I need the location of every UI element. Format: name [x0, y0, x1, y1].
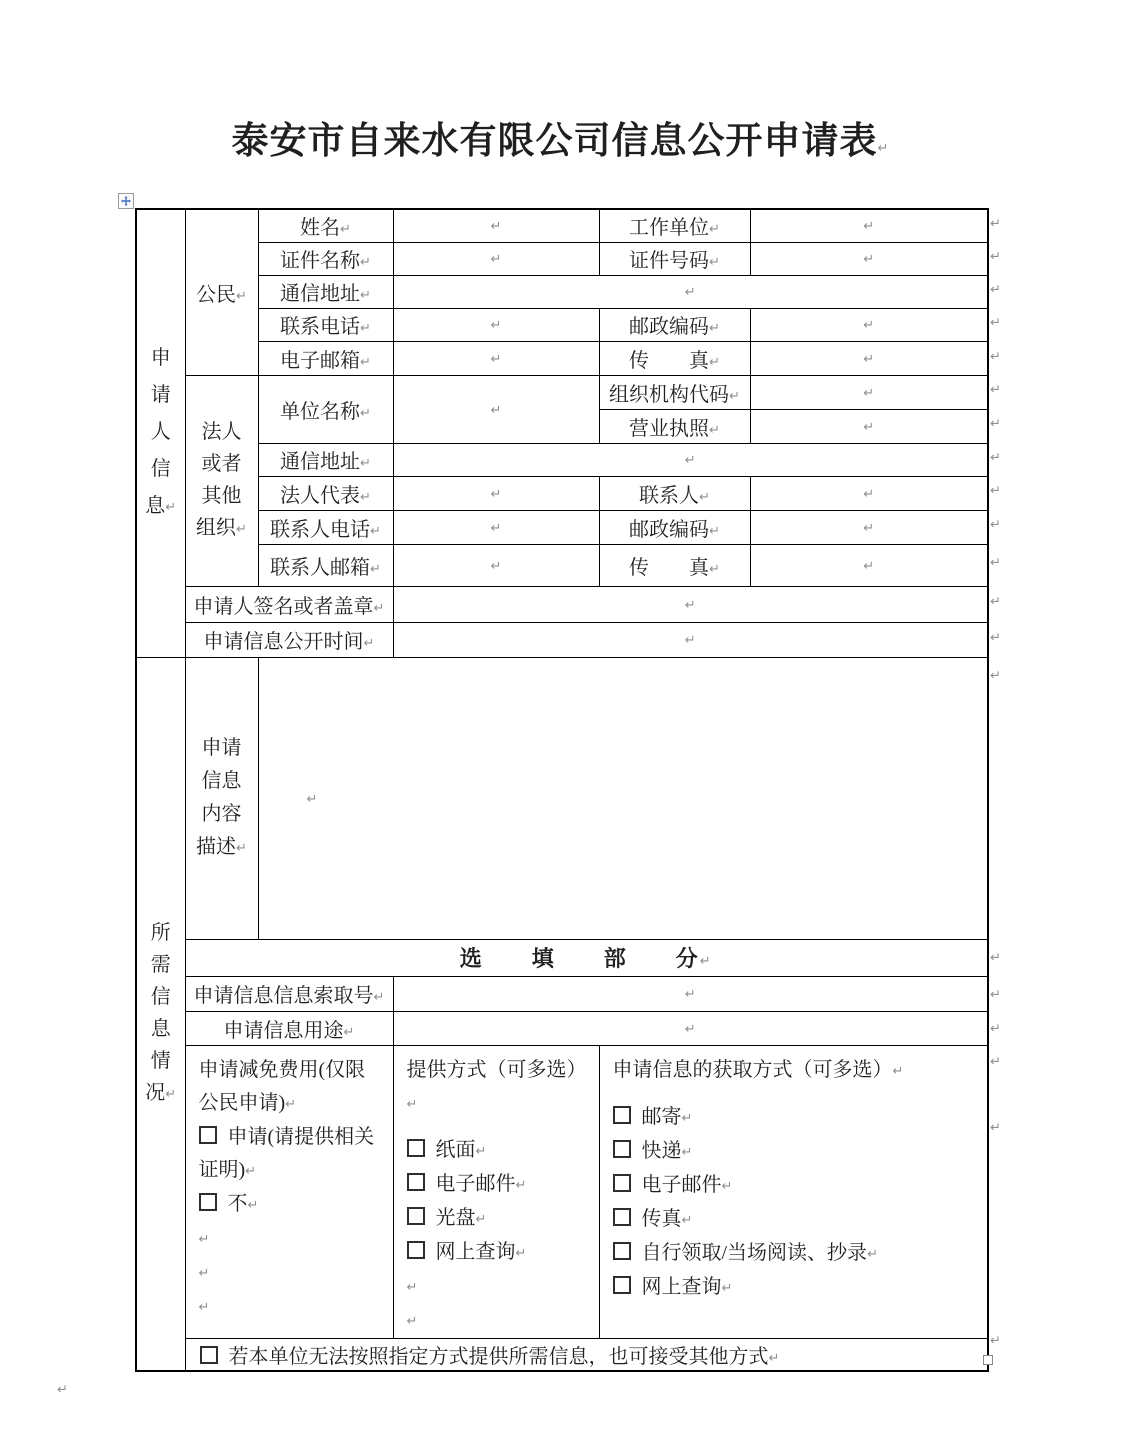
paragraph-mark: ↵: [877, 141, 890, 156]
row-end-mark: ↵: [990, 249, 1001, 265]
row-end-mark: ↵: [990, 594, 1001, 610]
checkbox-label: 自行领取/当场阅读、抄录: [641, 1241, 868, 1264]
empty-line: ↵: [406, 1313, 418, 1329]
field-contact-phone[interactable]: ↵: [393, 510, 599, 544]
label-content-description: 申请 信息 内容 描述↵: [185, 657, 258, 939]
empty-line: ↵: [198, 1265, 210, 1281]
field-license[interactable]: ↵: [750, 409, 988, 443]
field-email[interactable]: ↵: [393, 341, 599, 375]
legal-entity-label: 法人 或者 其他 组织↵: [196, 420, 247, 539]
optional-part-header: 选 填 部 分↵: [185, 939, 988, 976]
checkbox-icon[interactable]: [613, 1208, 631, 1226]
label-legal-fax: 传 真↵: [599, 544, 750, 586]
checkbox-label: 电子邮件: [641, 1173, 722, 1196]
field-legal-postcode[interactable]: ↵: [750, 510, 988, 544]
label-signature: 申请人签名或者盖章↵: [185, 586, 393, 622]
label-email: 电子邮箱↵: [258, 341, 393, 375]
empty-line: ↵: [198, 1231, 210, 1247]
end-of-document-mark: ↵: [57, 1382, 68, 1398]
checkbox-option-mail[interactable]: 邮寄↵: [613, 1101, 976, 1135]
page-title-text: 泰安市自来水有限公司信息公开申请表: [231, 121, 878, 162]
row-end-mark: ↵: [990, 517, 1001, 533]
label-contact-phone: 联系人电话↵: [258, 510, 393, 544]
checkbox-icon[interactable]: [613, 1276, 631, 1294]
empty-line: ↵: [198, 1299, 210, 1315]
label-citizen-address: 通信地址↵: [258, 275, 393, 308]
field-open-time[interactable]: ↵: [393, 622, 988, 657]
checkbox-icon[interactable]: [407, 1207, 425, 1225]
field-info-usage[interactable]: ↵: [393, 1011, 988, 1045]
section-applicant-info: [136, 209, 185, 657]
checkbox-option-no[interactable]: 不↵: [199, 1188, 381, 1222]
fee-waiver-header: 申请减免费用(仅限公民申请)↵: [198, 1058, 366, 1114]
label-license: 营业执照↵: [599, 409, 750, 443]
checkbox-label: 网上查询: [435, 1240, 516, 1263]
row-end-mark: ↵: [990, 668, 1001, 684]
checkbox-icon[interactable]: [613, 1242, 631, 1260]
group-citizen: 公民↵: [185, 209, 258, 375]
field-contact-email[interactable]: ↵: [393, 544, 599, 586]
label-representative: 法人代表↵: [258, 476, 393, 510]
field-id-type[interactable]: ↵: [393, 242, 599, 275]
provide-method-column: [393, 1045, 599, 1338]
checkbox-option-express[interactable]: 快递↵: [613, 1135, 976, 1169]
label-contact: 联系人↵: [599, 476, 750, 510]
requested-info-side-label: 所 需 信 息 情 况↵: [145, 921, 177, 1104]
section-requested-info: [136, 657, 185, 1371]
row-end-mark: ↵: [990, 382, 1001, 398]
table-resize-handle[interactable]: [983, 1355, 993, 1365]
label-legal-address: 通信地址↵: [258, 443, 393, 476]
field-citizen-address[interactable]: ↵: [393, 275, 988, 308]
fee-waiver-column: [185, 1045, 393, 1338]
field-phone[interactable]: ↵: [393, 308, 599, 341]
checkbox-option-fax[interactable]: 传真↵: [613, 1203, 976, 1237]
obtain-method-header: 申请信息的获取方式（可多选）↵: [612, 1058, 904, 1081]
label-citizen-postcode: 邮政编码↵: [599, 308, 750, 341]
page-title: [0, 110, 1121, 164]
row-end-mark: ↵: [990, 349, 1001, 365]
label-info-index: 申请信息信息索取号↵: [185, 976, 393, 1011]
row-end-mark: ↵: [990, 1054, 1001, 1070]
checkbox-label: 传真: [641, 1207, 682, 1230]
label-legal-postcode: 邮政编码↵: [599, 510, 750, 544]
row-end-mark: ↵: [990, 315, 1001, 331]
label-citizen-fax: 传 真↵: [599, 341, 750, 375]
field-representative[interactable]: ↵: [393, 476, 599, 510]
row-end-mark: ↵: [990, 1021, 1001, 1037]
row-end-mark: ↵: [990, 282, 1001, 298]
checkbox-icon[interactable]: [407, 1241, 425, 1259]
checkbox-label: 邮寄: [641, 1105, 682, 1128]
table-move-handle-icon[interactable]: [118, 193, 134, 209]
checkbox-label: 光盘: [435, 1206, 476, 1229]
checkbox-label: 网上查询: [641, 1275, 722, 1298]
field-citizen-postcode[interactable]: ↵: [750, 308, 988, 341]
label-contact-email: 联系人邮箱↵: [258, 544, 393, 586]
checkbox-option-email[interactable]: 电子邮件↵: [407, 1168, 587, 1202]
checkbox-icon[interactable]: [407, 1173, 425, 1191]
checkbox-icon[interactable]: [199, 1193, 217, 1211]
field-citizen-fax[interactable]: ↵: [750, 341, 988, 375]
row-end-mark: ↵: [990, 216, 1001, 232]
row-end-mark: ↵: [990, 450, 1001, 466]
label-work-unit: 工作单位↵: [599, 209, 750, 242]
label-id-number: 证件号码↵: [599, 242, 750, 275]
checkbox-option-apply[interactable]: 申请(请提供相关证明)↵: [198, 1125, 375, 1181]
row-end-mark: ↵: [990, 630, 1001, 646]
label-info-usage: 申请信息用途↵: [185, 1011, 393, 1045]
label-name: 姓名↵: [258, 209, 393, 242]
field-org-code[interactable]: ↵: [750, 375, 988, 409]
fallback-option-label: 若本单位无法按照指定方式提供所需信息，也可接受其他方式: [228, 1345, 769, 1368]
checkbox-option-online[interactable]: 网上查询↵: [407, 1236, 587, 1270]
checkbox-icon[interactable]: [407, 1139, 425, 1157]
checkbox-option-paper[interactable]: 纸面↵: [407, 1134, 587, 1168]
checkbox-option-disc[interactable]: 光盘↵: [407, 1202, 587, 1236]
label-org-code: 组织机构代码↵: [599, 375, 750, 409]
checkbox-icon[interactable]: [199, 1126, 217, 1144]
row-end-mark: ↵: [990, 1333, 1001, 1349]
checkbox-label: 申请(请提供相关证明): [198, 1125, 375, 1181]
empty-line: ↵: [406, 1279, 418, 1295]
row-end-mark: ↵: [990, 416, 1001, 432]
field-contact[interactable]: ↵: [750, 476, 988, 510]
applicant-side-label: 申 请 人 信 息↵: [145, 347, 177, 518]
checkbox-icon[interactable]: [613, 1174, 631, 1192]
provide-method-header: 提供方式（可多选）↵: [406, 1058, 587, 1112]
checkbox-label: 电子邮件: [435, 1172, 516, 1195]
field-name[interactable]: ↵: [393, 209, 599, 242]
field-content-description[interactable]: ↵: [258, 657, 988, 939]
fallback-option-row: 若本单位无法按照指定方式提供所需信息，也可接受其他方式↵: [185, 1338, 988, 1371]
move-arrows-icon: [121, 196, 131, 206]
field-work-unit[interactable]: ↵: [750, 209, 988, 242]
application-form-table: [135, 208, 989, 1372]
field-legal-fax[interactable]: ↵: [750, 544, 988, 586]
field-signature[interactable]: ↵: [393, 586, 988, 622]
field-id-number[interactable]: ↵: [750, 242, 988, 275]
row-end-mark: ↵: [990, 1120, 1001, 1136]
checkbox-icon[interactable]: [613, 1106, 631, 1124]
row-end-mark: ↵: [990, 483, 1001, 499]
checkbox-icon[interactable]: [613, 1140, 631, 1158]
field-legal-address[interactable]: ↵: [393, 443, 988, 476]
field-unit-name[interactable]: ↵: [393, 375, 599, 443]
checkbox-label: 不: [227, 1192, 248, 1215]
checkbox-label: 纸面: [435, 1138, 476, 1161]
row-end-mark: ↵: [990, 987, 1001, 1003]
checkbox-icon[interactable]: [200, 1346, 218, 1364]
label-id-type: 证件名称↵: [258, 242, 393, 275]
checkbox-option-pickup[interactable]: 自行领取/当场阅读、抄录↵: [613, 1237, 976, 1271]
label-phone: 联系电话↵: [258, 308, 393, 341]
group-legal-entity: [185, 375, 258, 586]
field-info-index[interactable]: ↵: [393, 976, 988, 1011]
obtain-method-column: [599, 1045, 988, 1338]
row-end-mark: ↵: [990, 950, 1001, 966]
row-end-mark: ↵: [990, 555, 1001, 571]
label-open-time: 申请信息公开时间↵: [185, 622, 393, 657]
checkbox-option-obtain-email[interactable]: 电子邮件↵: [613, 1169, 976, 1203]
label-unit-name: 单位名称↵: [258, 375, 393, 443]
checkbox-label: 快递: [641, 1139, 682, 1162]
checkbox-option-obtain-online[interactable]: 网上查询↵: [613, 1271, 976, 1305]
